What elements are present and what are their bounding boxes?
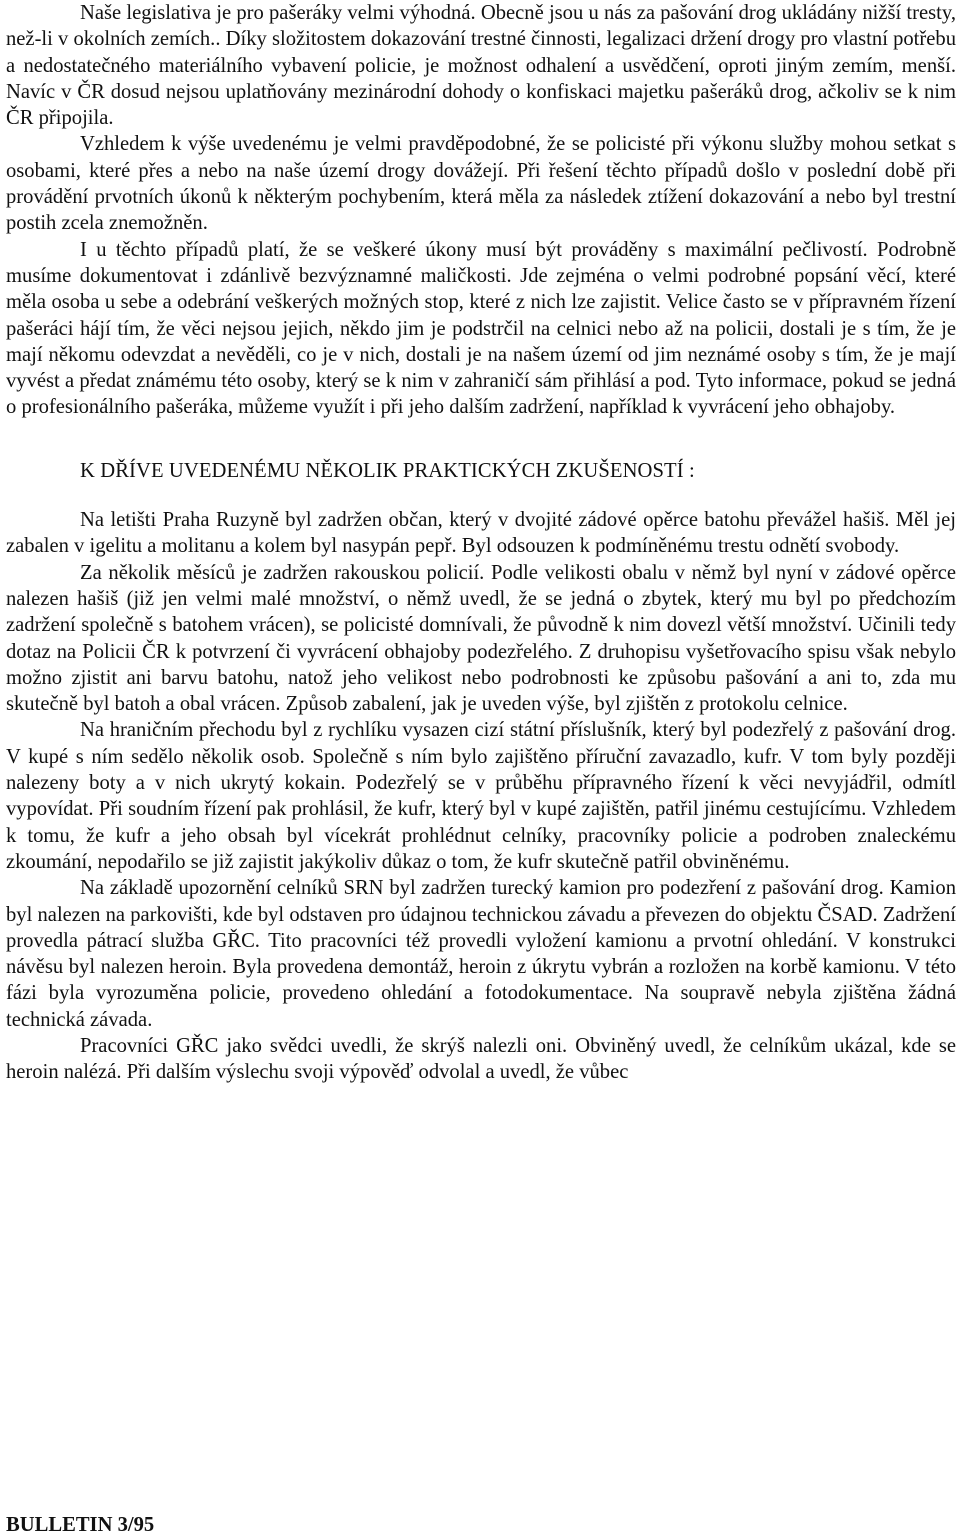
paragraph-grc-witnesses: Pracovníci GŘC jako svědci uvedli, že skrýš nalezli oni. Obviněný uvedl, že celníkům ukázal, kde se heroin nalézá. Při dalším výslechu svoji výpověď odvolal a uvedl, že vůbec — [6, 1034, 956, 1084]
paragraph-ruzyne-case: Na letišti Praha Ruzyně byl zadržen občan, který v dvojité zádové opěrce batohu převážel hašiš. Měl jej zabalen v igelitu a molitanu a kolem byl nasypán pepř. Byl odsouzen k podmíněnému trestu odnětí svobody. — [6, 509, 956, 558]
bulletin-footer: BULLETIN 3/95 — [6, 1514, 155, 1536]
paragraph-austrian-police-case: Za několik měsíců je zadržen rakouskou policií. Podle velikosti obalu v němž byl nyní v zádové opěrce nalezen hašiš (již jen velmi malé množství, o němž uvedl, že se jedná o zbytek, který mu byl po předchozím zadržení společně s batohem vrácen), se policisté domnívali, že původně k nim dovezl větší množství. Učinili tedy dotaz na Policii ČR k potvrzení či vyvrácení obhajoby podezřelého. Z druhopisu vyšetřovacího spisu však nebylo možno zjistit ani barvu batohu, natož jeho velikost nebo podrobnosti ke způsobu pašování a ani to, zda mu skutečně byl batoh a obal vrácen. Způsob zabalení, jak je uveden výše, byl zjištěn z protokolu celnice. — [6, 561, 956, 716]
paragraph-careful-procedure: I u těchto případů platí, že se veškeré úkony musí být prováděny s maximální pečlivostí. Podrobně musíme dokumentovat i zdánlivě bezvýznamné maličkosti. Jde zejména o velmi podrobné popsání věcí, které měla osoba u sebe a odebrání veškerých možných stop, které z nich lze zajistit. Velice často se v přípravném řízení pašeráci hájí tím, že věci nejsou jejich, někdo jim je podstrčil na celnici nebo až na policii, dostali je s tím, že je mají někomu odevzdat a nevěděli, co je v nich, dostali je na našem území od jim neznámé osoby s tím, že je mají vyvést a předat známému této osoby, který se k nim v zahraničí sám přihlásí a pod. Tyto informace, pokud se jedná o profesionálního pašeráka, můžeme využít i při jeho dalším zadržení, například k vyvrácení jeho obhajoby. — [6, 238, 956, 419]
section-heading: K DŘÍVE UVEDENÉMU NĚKOLIK PRAKTICKÝCH ZKUŠENOSTÍ : — [80, 459, 695, 482]
paragraph-police-encounters: Vzhledem k výše uvedenému je velmi pravděpodobné, že se policisté při výkonu služby mohou setkat s osobami, které přes a nebo na naše území drogy dovážejí. Při řešení těchto případů došlo v poslední době při provádění prvotních úkonů k některým pochybením, která měla za následek ztížení dokazování a nebo byl trestní postih zcela znemožněn. — [6, 133, 956, 235]
document-page — [6, 0, 956, 1086]
paragraph-border-crossing-case: Na hraničním přechodu byl z rychlíku vysazen cizí státní příslušník, který byl podezřelý z pašování drog. V kupé s ním sedělo několik osob. Společně s ním bylo zajištěno příruční zavazadlo, kufr. V tom byly později nalezeny boty a v nich ukrytý kokain. Podezřelý se v průběhu přípravného řízení k věci nevyjádřil, odmítl vypovídat. Při soudním řízení pak prohlásil, že kufr, který byl v kupé zajištěn, patřil jinému cestujícímu. Vzhledem k tomu, že kufr a jeho obsah byl vícekrát prohlédnut celníky, pracovníky policie a podroben znaleckému zkoumání, nepodařilo se již zajistit jakýkoliv důkaz o tom, že kufr skutečně patřil obviněnému. — [6, 719, 956, 873]
paragraph-legislation: Naše legislativa je pro pašeráky velmi výhodná. Obecně jsou u nás za pašování drog ukládány nižší tresty, než-li v okolních zemích.. Díky složitostem dokazování trestné činnosti, legalizaci držení drogy pro vlastní potřebu a nedostatečného materiálního vybavení policie, je možnost odhalení a usvědčení, oproti jiným zemím, menší. Navíc v ČR dosud nejsou uplatňovány mezinárodní dohody o konfiskaci majetku pašeráků drog, ačkoliv se k nim ČR připojila. — [6, 2, 956, 130]
paragraph-turkish-truck-case: Na základě upozornění celníků SRN byl zadržen turecký kamion pro podezření z pašování drog. Kamion byl nalezen na parkovišti, kde byl odstaven pro údajnou technickou závadu a převezen do objektu ČSAD. Zadržení provedla pátrací služba GŘC. Tito pracovníci též provedli vyložení kamionu a prvotní ohledání. V konstrukci návěsu byl nalezen heroin. Byla provedena demontáž, heroin z úkrytu vybrán a rozložen na korbě kamionu. V této fázi byla vyrozuměna policie, provedeno ohledání a fotodokumentace. Na soupravě nebyla zjištěna žádná technická závada. — [6, 877, 956, 1031]
